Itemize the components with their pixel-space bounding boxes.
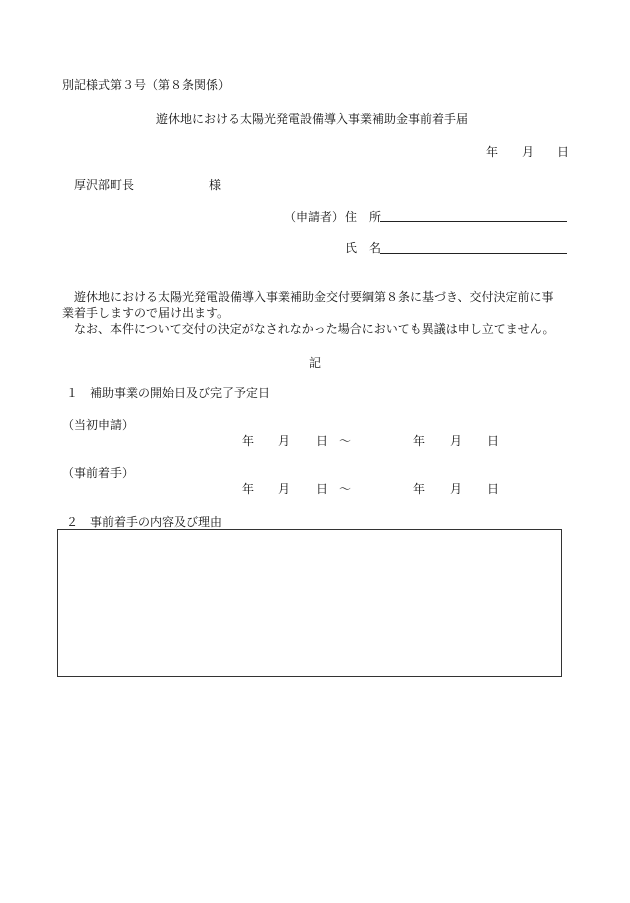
- initial-tilde: ～: [339, 434, 352, 448]
- applicant-name-field[interactable]: [380, 253, 567, 254]
- content-and-reason-box[interactable]: [57, 529, 562, 677]
- body-paragraph-1-line-1: 遊休地における太陽光発電設備導入事業補助金交付要綱第８条に基づき、交付決定前に事: [74, 290, 554, 304]
- date-month: 月: [522, 145, 535, 159]
- advance-end-month: 月: [450, 482, 463, 496]
- applicant-address-label: 住 所: [345, 210, 382, 224]
- initial-application-label: （当初申請）: [62, 418, 135, 432]
- body-paragraph-2: なお、本件について交付の決定がなされなかった場合においても異議は申し立てません。: [74, 322, 555, 336]
- addressee-name: 厚沢部町長: [74, 178, 135, 192]
- initial-start-year: 年: [242, 434, 255, 448]
- advance-end-year: 年: [413, 482, 426, 496]
- form-number: 別記様式第３号（第８条関係）: [62, 78, 231, 92]
- initial-start-month: 月: [278, 434, 291, 448]
- date-year: 年: [486, 145, 499, 159]
- advance-end-day: 日: [487, 482, 500, 496]
- initial-end-day: 日: [487, 434, 500, 448]
- applicant-address-field[interactable]: [380, 221, 567, 222]
- initial-start-day: 日: [316, 434, 329, 448]
- applicant-name-label: 氏 名: [345, 241, 382, 255]
- initial-end-year: 年: [413, 434, 426, 448]
- body-paragraph-1-line-2: 業着手しますので届け出ます。: [62, 306, 230, 320]
- advance-start-label: （事前着手）: [62, 466, 135, 480]
- addressee-honorific: 様: [209, 178, 222, 192]
- section-1-heading: １ 補助事業の開始日及び完了予定日: [66, 386, 271, 400]
- advance-start-day: 日: [316, 482, 329, 496]
- initial-end-month: 月: [450, 434, 463, 448]
- advance-start-month: 月: [278, 482, 291, 496]
- ki-heading: 記: [309, 356, 322, 370]
- advance-tilde: ～: [339, 482, 352, 496]
- date-day: 日: [557, 145, 570, 159]
- applicant-role-label: （申請者）: [284, 210, 345, 224]
- advance-start-year: 年: [242, 482, 255, 496]
- document-title: 遊休地における太陽光発電設備導入事業補助金事前着手届: [156, 112, 469, 126]
- section-2-heading: ２ 事前着手の内容及び理由: [66, 515, 223, 529]
